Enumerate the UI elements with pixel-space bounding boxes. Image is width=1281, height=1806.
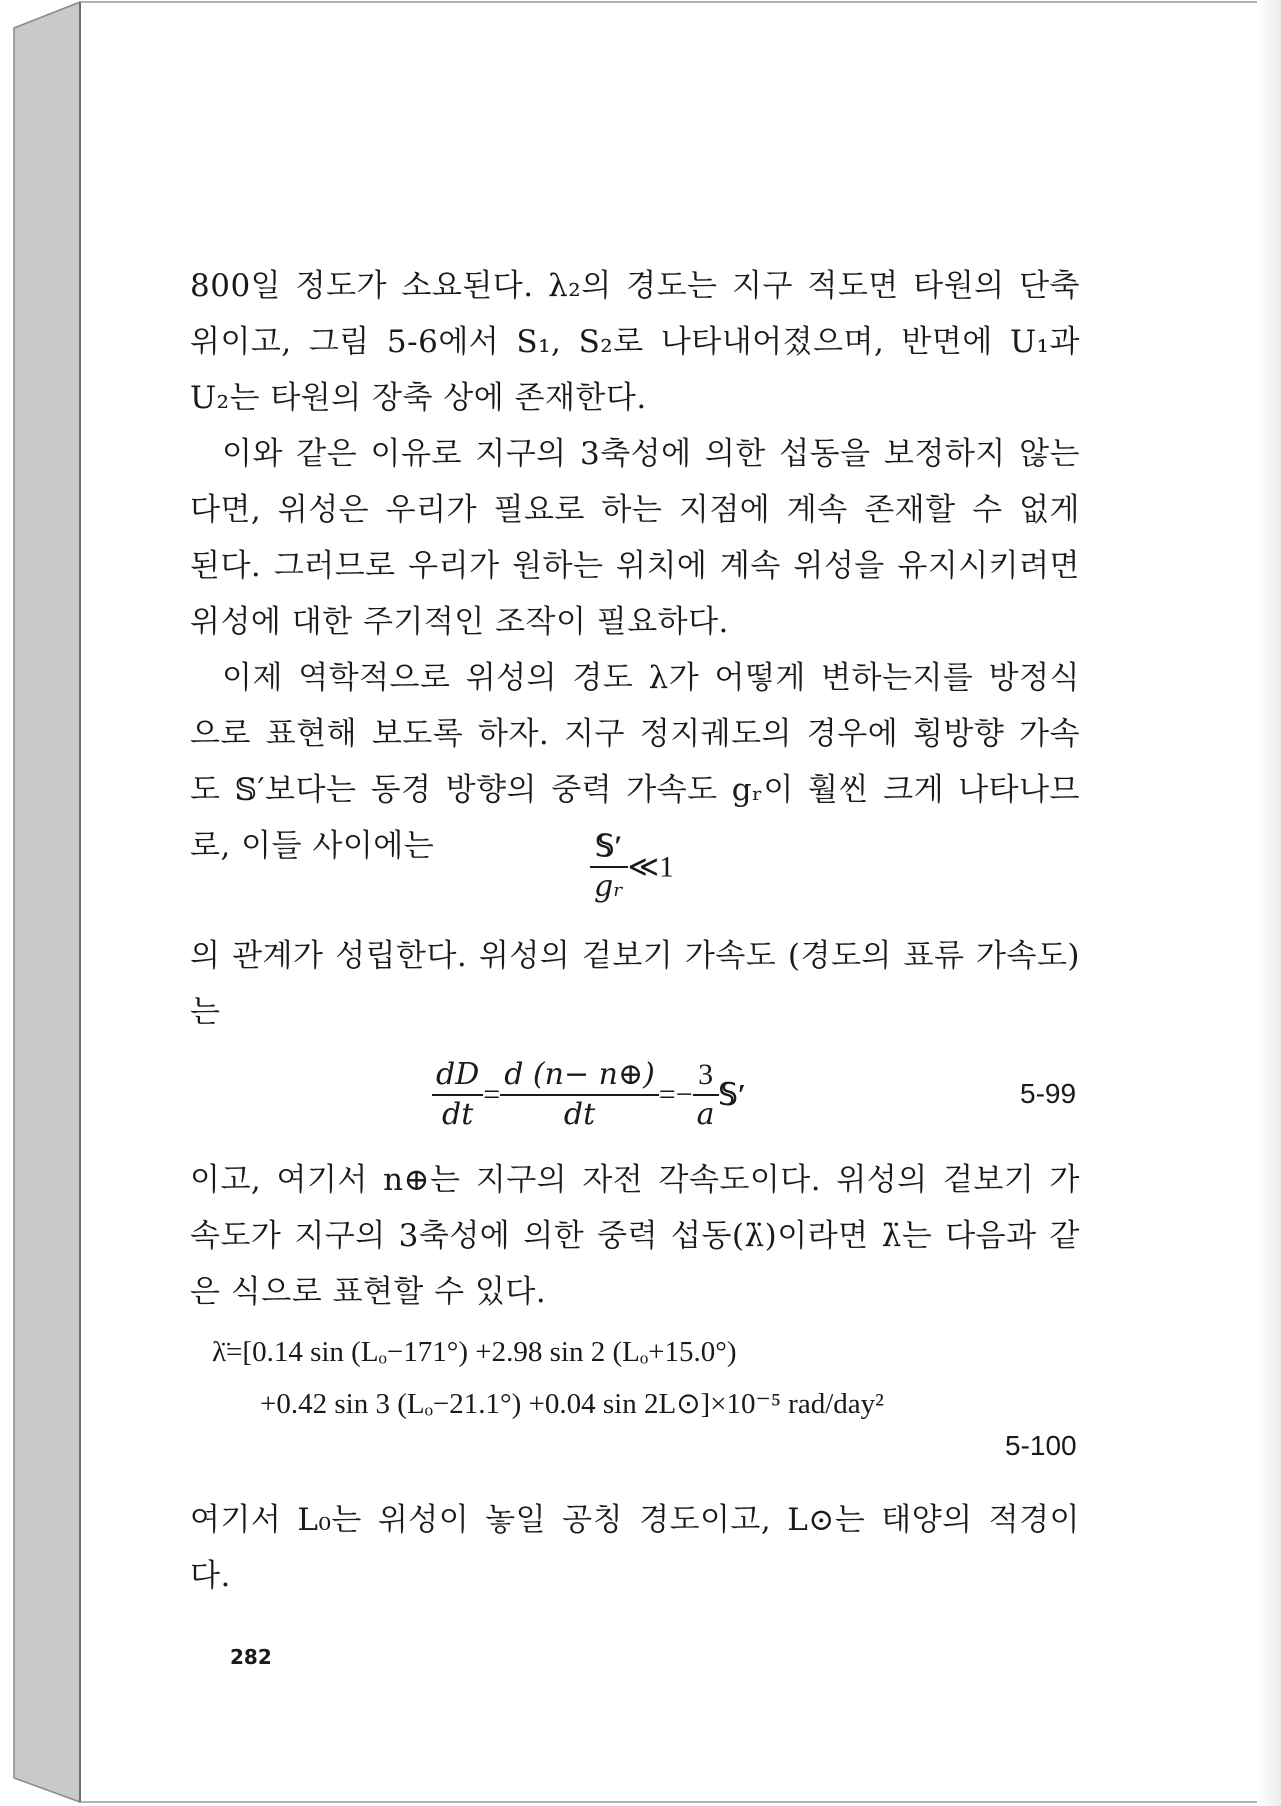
- page-edge-shadow: [1257, 0, 1281, 1806]
- fraction-numerator: dD: [432, 1056, 483, 1096]
- text-line: 는: [190, 994, 221, 1030]
- fraction: [693, 1056, 719, 1134]
- equation-number: 5-100: [1005, 1430, 1077, 1461]
- body-text-3: [190, 1152, 1080, 1320]
- fraction: [590, 828, 628, 906]
- inequality-equation: [590, 828, 674, 906]
- equation-line: +0.42 sin 3 (Lₒ−21.1°) +0.04 sin 2L⊙]×10⁻⁵ rad/day²: [260, 1388, 884, 1420]
- fraction-denominator: dt: [442, 1097, 474, 1132]
- text-line: 이제 역학적으로 위성의 경도 λ가 어떻게 변하는지를 방정식: [222, 660, 1080, 696]
- fraction-numerator: d (n− n⊕): [500, 1056, 659, 1096]
- text-line: 속도가 지구의 3축성에 의한 중력 섭동(λ̈)이라면 λ̈는 다음과 같: [190, 1218, 1080, 1254]
- text-line: 으로 표현해 보도록 하자. 지구 정지궤도의 경우에 횡방향 가속: [190, 716, 1080, 752]
- text-line: 800일 정도가 소요된다. λ₂의 경도는 지구 적도면 타원의 단축: [190, 268, 1080, 304]
- text-line: 위이고, 그림 5-6에서 S₁, S₂로 나타내어졌으며, 반면에 U₁과: [190, 324, 1080, 360]
- text-line: 다면, 위성은 우리가 필요로 하는 지점에 계속 존재할 수 없게: [190, 492, 1080, 528]
- fraction-denominator: a: [696, 1097, 715, 1132]
- equation-number: 5-99: [1020, 1078, 1077, 1109]
- equals-minus: =−: [658, 1078, 693, 1111]
- body-text-4: [190, 1492, 1080, 1604]
- fraction-numerator: 3: [693, 1056, 719, 1096]
- text-line: 된다. 그러므로 우리가 원하는 위치에 계속 위성을 유지시키려면: [190, 548, 1080, 584]
- text-line: 은 식으로 표현할 수 있다.: [190, 1274, 547, 1310]
- fraction-denominator: dt: [563, 1097, 596, 1132]
- equation-line: λ̈=[0.14 sin (Lₒ−171°) +2.98 sin 2 (Lₒ+15.0°): [212, 1336, 737, 1368]
- much-less-than: ≪1: [627, 850, 675, 884]
- text-line: 이와 같은 이유로 지구의 3축성에 의한 섭동을 보정하지 않는: [222, 436, 1080, 472]
- text-line: 위성에 대한 주기적인 조작이 필요하다.: [190, 604, 729, 640]
- text-line: 의 관계가 성립한다. 위성의 겉보기 가속도 (경도의 표류 가속도): [190, 938, 1080, 974]
- text-line: 도 𝕊′보다는 동경 방향의 중력 가속도 gᵣ이 훨씬 크게 나타나므: [190, 772, 1080, 808]
- text-line: 다.: [190, 1558, 231, 1594]
- fraction: [500, 1056, 659, 1134]
- text-line: 여기서 L₀는 위성이 놓일 공칭 경도이고, L⊙는 태양의 적경이: [190, 1502, 1080, 1538]
- body-text: [190, 258, 1080, 874]
- fraction: [432, 1056, 483, 1134]
- fraction-numerator: 𝕊′: [590, 828, 628, 868]
- page-number: 282: [230, 1645, 272, 1669]
- text-line: U₂는 타원의 장축 상에 존재한다.: [190, 380, 647, 416]
- symbol-s-prime: 𝕊′: [718, 1078, 747, 1112]
- text-line: 이고, 여기서 n⊕는 지구의 자전 각속도이다. 위성의 겉보기 가: [190, 1162, 1080, 1198]
- text-line: 로, 이들 사이에는: [190, 828, 435, 864]
- equation-5-99: $\frac{dD}{dt}$ = $\frac{d (n- n\oplus)}{dt}$ =− $\frac{3}{a}$ 𝕊′: [432, 1056, 746, 1134]
- equation-5-100: [212, 1326, 884, 1430]
- fraction-denominator: gᵣ: [594, 869, 624, 904]
- body-text-2: [190, 928, 1080, 1040]
